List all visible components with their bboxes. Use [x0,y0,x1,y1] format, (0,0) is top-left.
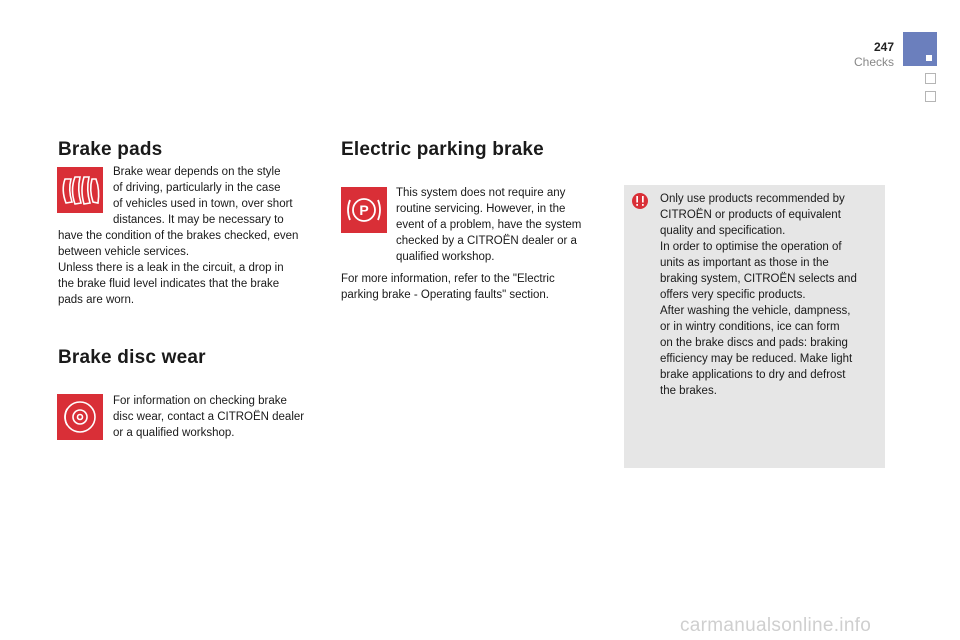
brake-disc-heading: Brake disc wear [58,347,206,368]
parking-brake-icon [341,187,387,233]
parking-brake-text [396,185,601,265]
text-line: distances. It may be necessary to [113,214,284,226]
text-line: routine servicing. However, in the [396,203,566,215]
text-line: between vehicle services. [58,246,190,258]
text-line: For more information, refer to the "Electric [341,273,555,285]
text-line: the brake fluid level indicates that the brake [58,278,280,290]
text-line: This system does not require any [396,187,566,199]
text-line: of driving, particularly in the case [113,182,281,194]
text-line: on the brake discs and pads: braking [660,337,848,349]
text-line: braking system, CITROËN selects and [660,273,857,285]
text-line: After washing the vehicle, dampness, [660,305,851,317]
footer-watermark: carmanualsonline.info [680,615,872,636]
text-line: checked by a CITROËN dealer or a [396,235,577,247]
text-line: Unless there is a leak in the circuit, a drop in [58,262,284,274]
text-line: quality and specification. [660,225,786,237]
section-title: Checks [853,55,894,69]
warning-text [660,191,882,399]
brake-pads-heading: Brake pads [58,139,163,160]
text-line: efficiency may be reduced. Make light [660,353,853,365]
brake-pads-text-continued [58,228,326,308]
text-line: of vehicles used in town, over short [113,198,293,210]
text-line: Only use products recommended by [660,193,845,205]
text-line: offers very specific products. [660,289,806,301]
text-line: or a qualified workshop. [113,427,235,439]
text-line: In order to optimise the operation of [660,241,842,253]
parking-brake-more-info [341,271,601,303]
svg-text:P: P [359,202,369,218]
text-line: Brake wear depends on the style [113,166,281,178]
text-line: parking brake - Operating faults" section. [341,289,549,301]
page-number: 247 [873,40,894,54]
text-line: pads are worn. [58,294,135,306]
text-line: CITROËN or products of equivalent [660,209,841,221]
text-line: the brakes. [660,385,717,397]
text-line: disc wear, contact a CITROËN dealer [113,411,305,423]
brake-pads-text [113,164,323,228]
brake-disc-icon [57,394,103,440]
tab-indicator-dot [926,55,932,61]
text-line: qualified workshop. [396,251,495,263]
brake-pads-icon [57,167,103,213]
text-line: event of a problem, have the system [396,219,582,231]
brake-disc-text [113,393,328,441]
text-line: For information on checking brake [113,395,287,407]
text-line: have the condition of the brakes checked, even [58,230,299,242]
text-line: or in wintry conditions, ice can form [660,321,840,333]
text-line: brake applications to dry and defrost [660,369,846,381]
text-line: units as important as those in the [660,257,829,269]
warning-icon [632,193,648,209]
section-tab-box [925,73,936,84]
section-tab-active [903,32,937,66]
parking-brake-heading: Electric parking brake [341,139,544,160]
section-tab-box [925,91,936,102]
